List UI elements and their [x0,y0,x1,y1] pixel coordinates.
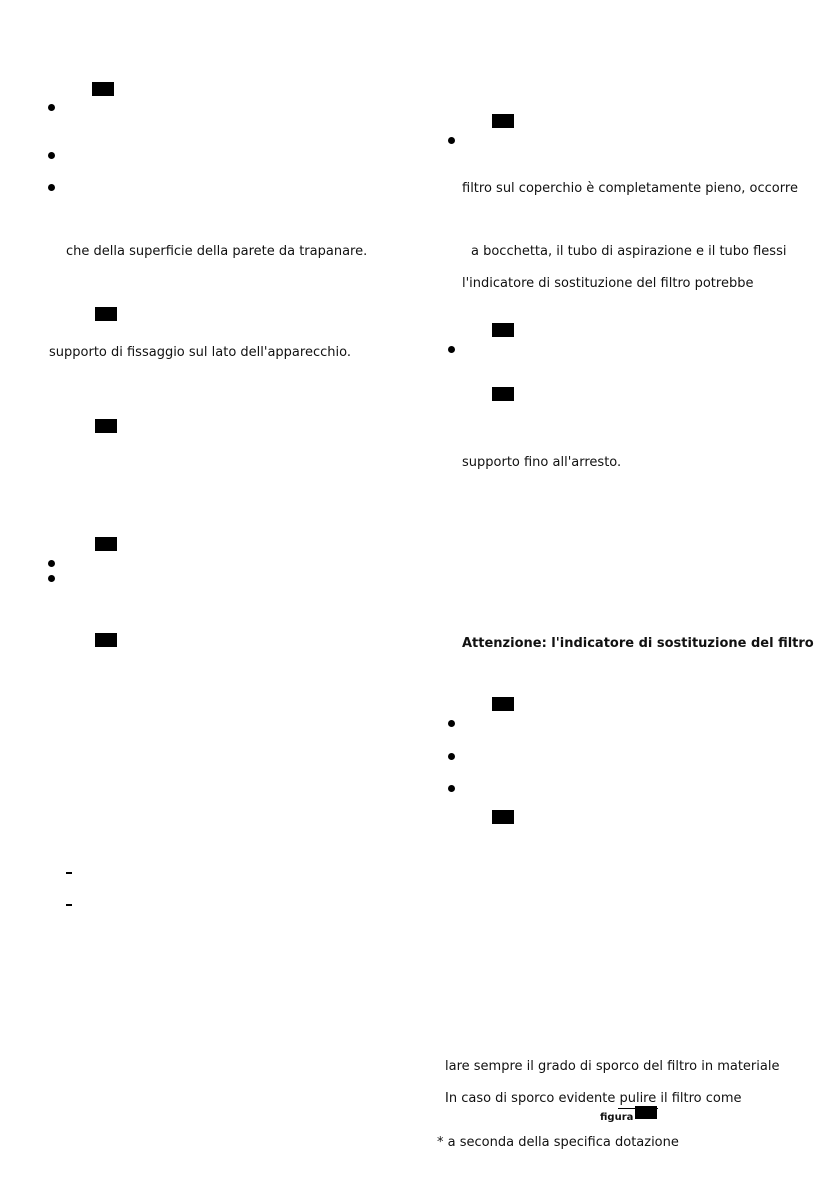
right-text-line: lare sempre il grado di sporco del filtro in materiale [445,1059,780,1074]
dash-bullet [66,904,72,906]
figure-reference-marker [95,537,117,551]
figure-reference-marker [95,307,117,321]
right-text-line: In caso di sporco evidente pulire il filtro come [445,1091,742,1106]
bullet-point [48,184,55,191]
right-text-line: a bocchetta, il tubo di aspirazione e il tubo flessi [471,244,787,259]
bullet-point [448,720,455,727]
attention-heading: Attenzione: l'indicatore di sostituzione del filtro [462,636,814,651]
bullet-point [448,785,455,792]
left-text-line: che della superficie della parete da trapanare. [66,244,368,259]
figure-reference-marker [492,114,514,128]
right-text-line: filtro sul coperchio è completamente pieno, occorre [462,181,798,196]
dash-bullet [66,872,72,874]
bullet-point [48,152,55,159]
figure-reference-marker [635,1106,657,1119]
figure-reference-marker [492,387,514,401]
bullet-point [48,104,55,111]
bullet-point [448,137,455,144]
figure-reference-marker [92,82,114,96]
figure-label: figura [600,1112,634,1123]
right-text-line: l'indicatore di sostituzione del filtro potrebbe [462,276,754,291]
figure-reference-marker [492,697,514,711]
bullet-point [48,575,55,582]
footnote: * a seconda della specifica dotazione [437,1135,679,1150]
figure-reference-marker [95,419,117,433]
figure-reference-marker [492,810,514,824]
figure-reference-marker [95,633,117,647]
bullet-point [48,560,55,567]
right-text-line: supporto fino all'arresto. [462,455,622,470]
bullet-point [448,346,455,353]
left-text-line: supporto di fissaggio sul lato dell'apparecchio. [49,345,351,360]
figure-reference-marker [492,323,514,337]
bullet-point [448,753,455,760]
